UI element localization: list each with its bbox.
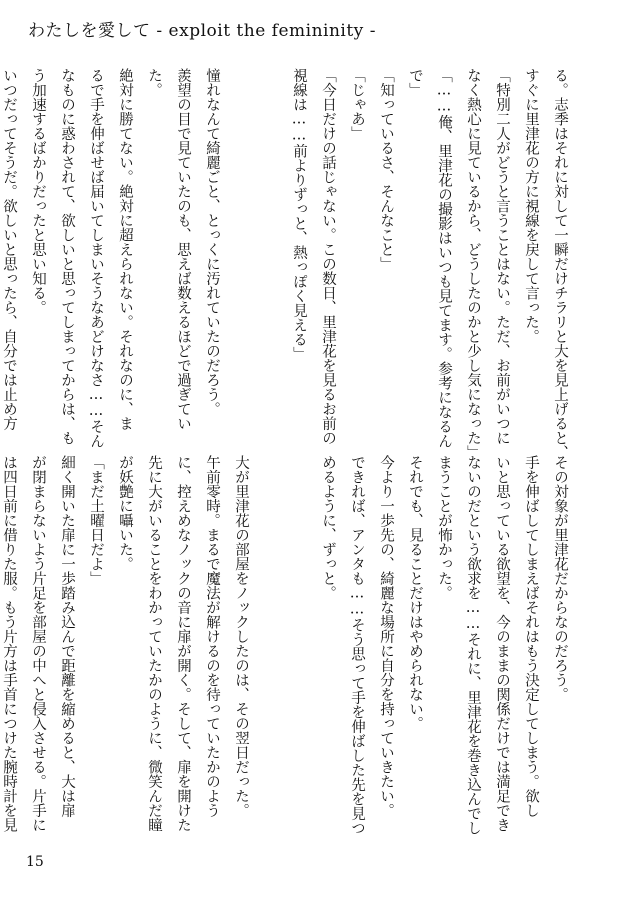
text-line: 視線は……前よりずっと、熱っぽく見える」 bbox=[291, 68, 307, 361]
text-block-lower bbox=[1, 455, 603, 835]
text-line: それでも、見ることだけはやめられない。 bbox=[407, 455, 423, 731]
text-line: 「特別二人がどうと言うことはない。ただ、お前がいつに bbox=[494, 68, 510, 445]
text-line: るで手を伸ばせば届いてしまいそうなあどけなさ……そん bbox=[88, 68, 104, 448]
text-line: 「知っているさ、そんなこと」 bbox=[378, 68, 394, 271]
text-line: 大が里津花の部屋をノックしたのは、その翌日だった。 bbox=[233, 455, 249, 818]
text-line: なものに惑わされて、欲しいと思ってしまってからは、も bbox=[59, 68, 75, 445]
text-line: できれば、アンタも……そう思って手を伸ばした先を見つ bbox=[349, 455, 365, 835]
running-header: わたしを愛して - exploit the femininity - bbox=[28, 21, 376, 41]
text-line: いと思っている欲望を、今のままの関係だけでは満足でき bbox=[494, 455, 510, 832]
text-line: すぐに里津花の方に視線を戻して言った。 bbox=[523, 68, 539, 344]
text-line: 「今日だけの話じゃない。この数日、里津花を見るお前の bbox=[320, 68, 336, 445]
text-line: 「……俺、里津花の撮影はいつも見てます。参考になるん bbox=[436, 68, 452, 448]
text-line: 羨望の目で見ていたのも、思えば数えるほどで過ぎてい bbox=[175, 68, 191, 431]
text-line: 今より一歩先の、綺麗な場所に自分を持っていきたい。 bbox=[378, 455, 394, 818]
text-line: が妖艶に囁いた。 bbox=[117, 455, 133, 571]
text-line: に、控えめなノックの音に扉が開く。そして、扉を開けた bbox=[175, 455, 191, 832]
text-line: 細く開いた扉に一歩踏み込んで距離を縮めると、大は扉 bbox=[59, 455, 75, 818]
text-line: 午前零時。まるで魔法が解けるのを待っていたかのよう bbox=[204, 455, 220, 818]
text-block-upper bbox=[1, 68, 603, 460]
text-line: なく熱心に見ているから、どうしたのかと少し気になった」 bbox=[465, 68, 481, 460]
text-line: は四日前に借りた服。もう片方は手首につけた腕時計を見 bbox=[1, 455, 17, 832]
text-line: いつだってそうだ。欲しいと思ったら、自分では止め方 bbox=[1, 68, 17, 431]
text-line: 憧れなんて綺麗ごと、とっくに汚れていたのだろう。 bbox=[204, 68, 220, 416]
text-line: 先に大がいることをわかっていたかのように、微笑んだ瞳 bbox=[146, 455, 162, 832]
page-number: 15 bbox=[26, 854, 44, 870]
text-line: が閉まらないよう片足を部屋の中へと侵入させる。片手に bbox=[30, 455, 46, 832]
text-line: で」 bbox=[407, 68, 423, 97]
text-line: 絶対に勝てない。絶対に超えられない。それなのに、ま bbox=[117, 68, 133, 431]
text-line: た。 bbox=[146, 68, 162, 97]
text-line: 「まだ土曜日だよ」 bbox=[88, 455, 104, 586]
text-line: めるように、ずっと。 bbox=[320, 455, 336, 600]
text-line: まうことが怖かった。 bbox=[436, 455, 452, 600]
text-line: う加速するばかりだったと思い知る。 bbox=[30, 68, 46, 315]
text-line: その対象が里津花だからなのだろう。 bbox=[552, 455, 568, 702]
text-line: る。志季はそれに対して一瞬だけチラリと大を見上げると、 bbox=[552, 68, 568, 460]
text-line: 手を伸ばしてしまえばそれはもう決定してしまう。欲し bbox=[523, 455, 539, 818]
text-line: ないのだという欲求を……それに、里津花を巻き込んでし bbox=[465, 455, 481, 835]
text-line: 「じゃあ」 bbox=[349, 68, 365, 141]
